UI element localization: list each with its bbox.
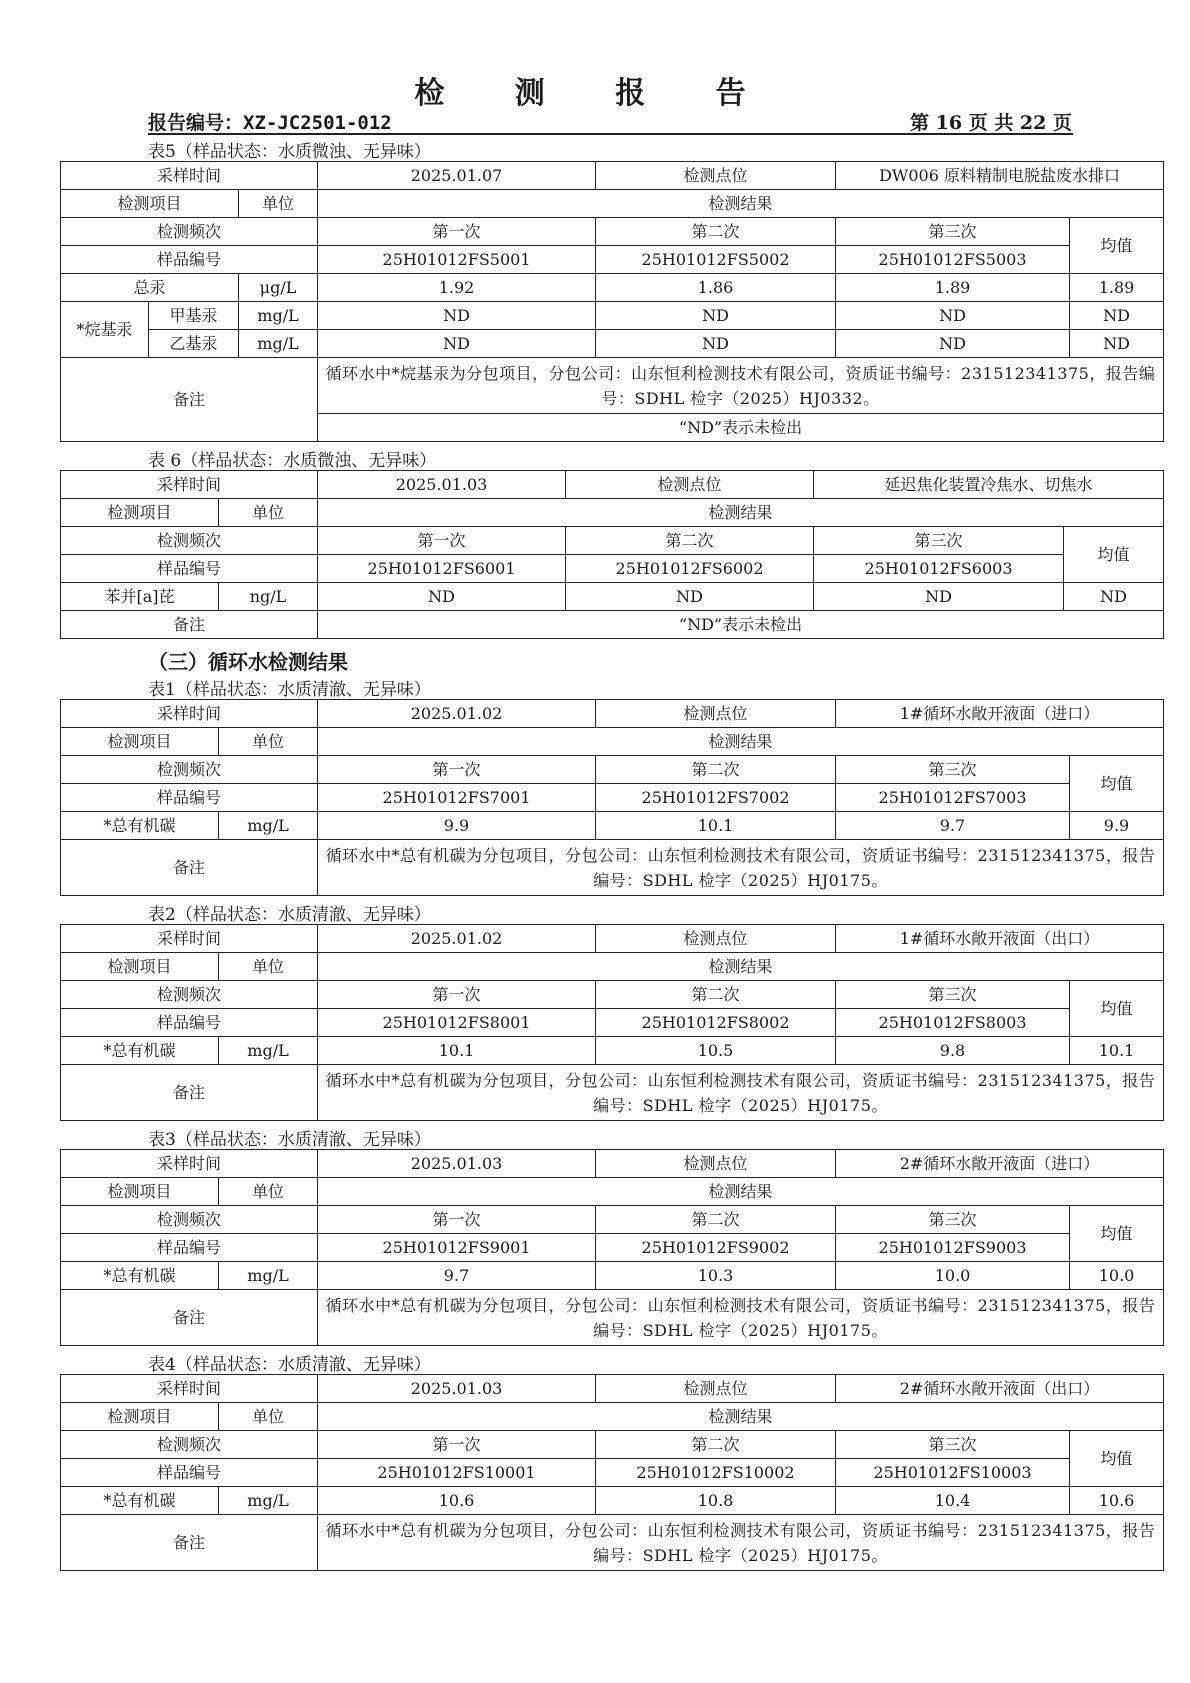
remark-text: 循环水中*总有机碳为分包项目，分包公司：山东恒利检测技术有限公司，资质证书编号：231512341375，报告编号：SDHL 检字（2025）HJ0175。 — [318, 1290, 1164, 1346]
test-point-value: 延迟焦化装置冷焦水、切焦水 — [814, 471, 1164, 499]
freq-third: 第三次 — [814, 527, 1064, 555]
remark-text: 循环水中*烷基汞为分包项目，分包公司：山东恒利检测技术有限公司，资质证书编号：231512341375，报告编号：SDHL 检字（2025）HJ0332。 — [318, 358, 1164, 414]
item-name: *总有机碳 — [61, 1487, 219, 1515]
item-unit: mg/L — [219, 1037, 318, 1065]
test-result-label: 检测结果 — [318, 499, 1164, 527]
value-1: 9.7 — [318, 1262, 596, 1290]
value-average: ND — [1070, 302, 1164, 330]
remark-label: 备注 — [61, 1515, 318, 1571]
freq-third: 第三次 — [836, 1206, 1070, 1234]
frequency-label: 检测频次 — [61, 1206, 318, 1234]
test-point-value: 1#循环水敞开液面（出口） — [836, 925, 1164, 953]
item-name: 总汞 — [61, 274, 239, 302]
circ-table-3 — [60, 1149, 1164, 1346]
sample-no-1: 25H01012FS10001 — [318, 1459, 596, 1487]
sampling-time-label: 采样时间 — [61, 162, 318, 190]
sample-no-1: 25H01012FS7001 — [318, 784, 596, 812]
value-1: 1.92 — [318, 274, 596, 302]
remark-text: 循环水中*总有机碳为分包项目，分包公司：山东恒利检测技术有限公司，资质证书编号：231512341375，报告编号：SDHL 检字（2025）HJ0175。 — [318, 1515, 1164, 1571]
unit-label: 单位 — [219, 1178, 318, 1206]
sampling-time-label: 采样时间 — [61, 1150, 318, 1178]
freq-second: 第二次 — [596, 218, 836, 246]
table5-caption: 表5（样品状态：水质微浊、无异味） — [148, 142, 431, 162]
value-average: 9.9 — [1070, 812, 1164, 840]
item-name: 苯并[a]芘 — [61, 583, 219, 611]
freq-first: 第一次 — [318, 527, 566, 555]
sampling-date: 2025.01.02 — [318, 925, 596, 953]
test-item-label: 检测项目 — [61, 1178, 219, 1206]
test-item-label: 检测项目 — [61, 190, 239, 218]
sample-no-3: 25H01012FS9003 — [836, 1234, 1070, 1262]
remark-label: 备注 — [61, 358, 318, 442]
item-unit: ng/L — [219, 583, 318, 611]
average-label: 均值 — [1064, 527, 1164, 583]
page-info: 第 16 页 共 22 页 — [910, 112, 1072, 134]
test-point-label: 检测点位 — [596, 700, 836, 728]
value-3: 9.8 — [836, 1037, 1070, 1065]
item-unit: mg/L — [219, 1487, 318, 1515]
freq-second: 第二次 — [566, 527, 814, 555]
sample-no-1: 25H01012FS5001 — [318, 246, 596, 274]
test-item-label: 检测项目 — [61, 953, 219, 981]
average-label: 均值 — [1070, 1431, 1164, 1487]
nd-note: “ND”表示未检出 — [318, 611, 1164, 639]
freq-first: 第一次 — [318, 981, 596, 1009]
test-result-label: 检测结果 — [318, 1403, 1164, 1431]
freq-second: 第二次 — [596, 1206, 836, 1234]
table-row — [61, 274, 1164, 302]
sampling-date: 2025.01.02 — [318, 700, 596, 728]
remark-text: 循环水中*总有机碳为分包项目，分包公司：山东恒利检测技术有限公司，资质证书编号：231512341375，报告编号：SDHL 检字（2025）HJ0175。 — [318, 1065, 1164, 1121]
unit-label: 单位 — [219, 499, 318, 527]
table-row — [61, 1037, 1164, 1065]
value-2: 10.3 — [596, 1262, 836, 1290]
circ-table-2 — [60, 924, 1164, 1121]
value-3: 10.4 — [836, 1487, 1070, 1515]
value-2: ND — [596, 302, 836, 330]
item-name: 乙基汞 — [149, 330, 239, 358]
test-point-label: 检测点位 — [566, 471, 814, 499]
sample-no-label: 样品编号 — [61, 555, 318, 583]
remark-text: 循环水中*总有机碳为分包项目，分包公司：山东恒利检测技术有限公司，资质证书编号：231512341375，报告编号：SDHL 检字（2025）HJ0175。 — [318, 840, 1164, 896]
sample-no-2: 25H01012FS8002 — [596, 1009, 836, 1037]
sample-no-2: 25H01012FS5002 — [596, 246, 836, 274]
table-row — [61, 330, 1164, 358]
item-group: *烷基汞 — [61, 302, 149, 358]
sample-no-label: 样品编号 — [61, 1009, 318, 1037]
freq-first: 第一次 — [318, 756, 596, 784]
sample-no-3: 25H01012FS7003 — [836, 784, 1070, 812]
sample-no-3: 25H01012FS5003 — [836, 246, 1070, 274]
report-number: 报告编号：XZ-JC2501-012 — [148, 112, 392, 134]
circ-table-4 — [60, 1374, 1164, 1571]
item-name: *总有机碳 — [61, 1262, 219, 1290]
test-point-value: DW006 原料精制电脱盐废水排口 — [836, 162, 1164, 190]
test-result-label: 检测结果 — [318, 728, 1164, 756]
unit-label: 单位 — [219, 1403, 318, 1431]
table-row — [61, 302, 1164, 330]
freq-third: 第三次 — [836, 981, 1070, 1009]
value-average: 10.0 — [1070, 1262, 1164, 1290]
average-label: 均值 — [1070, 218, 1164, 274]
circ-table-1 — [60, 699, 1164, 896]
unit-label: 单位 — [219, 953, 318, 981]
test-item-label: 检测项目 — [61, 499, 219, 527]
freq-first: 第一次 — [318, 1206, 596, 1234]
value-3: 10.0 — [836, 1262, 1070, 1290]
value-average: 1.89 — [1070, 274, 1164, 302]
item-name: *总有机碳 — [61, 1037, 219, 1065]
test-point-value: 1#循环水敞开液面（进口） — [836, 700, 1164, 728]
sampling-time-label: 采样时间 — [61, 1375, 318, 1403]
sampling-date: 2025.01.03 — [318, 1150, 596, 1178]
test-point-label: 检测点位 — [596, 1375, 836, 1403]
sample-no-2: 25H01012FS10002 — [596, 1459, 836, 1487]
frequency-label: 检测频次 — [61, 527, 318, 555]
value-1: 9.9 — [318, 812, 596, 840]
remark-label: 备注 — [61, 611, 318, 639]
sample-no-2: 25H01012FS7002 — [596, 784, 836, 812]
test-point-value: 2#循环水敞开液面（出口） — [836, 1375, 1164, 1403]
sample-no-label: 样品编号 — [61, 1234, 318, 1262]
value-1: ND — [318, 302, 596, 330]
remark-label: 备注 — [61, 840, 318, 896]
freq-second: 第二次 — [596, 1431, 836, 1459]
item-unit: mg/L — [219, 1262, 318, 1290]
value-average: ND — [1064, 583, 1164, 611]
sampling-time-label: 采样时间 — [61, 471, 318, 499]
sampling-date: 2025.01.03 — [318, 1375, 596, 1403]
value-2: 10.8 — [596, 1487, 836, 1515]
test-point-label: 检测点位 — [596, 1150, 836, 1178]
average-label: 均值 — [1070, 981, 1164, 1037]
value-1: 10.6 — [318, 1487, 596, 1515]
table5 — [60, 161, 1164, 442]
item-unit: mg/L — [219, 812, 318, 840]
freq-third: 第三次 — [836, 1431, 1070, 1459]
item-name: *总有机碳 — [61, 812, 219, 840]
value-2: 10.5 — [596, 1037, 836, 1065]
average-label: 均值 — [1070, 1206, 1164, 1262]
item-unit: mg/L — [239, 302, 318, 330]
value-3: ND — [836, 302, 1070, 330]
sampling-time-label: 采样时间 — [61, 925, 318, 953]
unit-label: 单位 — [239, 190, 318, 218]
value-1: ND — [318, 583, 566, 611]
value-3: 9.7 — [836, 812, 1070, 840]
c1-caption: 表1（样品状态：水质清澈、无异味） — [148, 680, 431, 700]
value-1: 10.1 — [318, 1037, 596, 1065]
value-3: 1.89 — [836, 274, 1070, 302]
freq-third: 第三次 — [836, 218, 1070, 246]
table6 — [60, 470, 1164, 639]
value-2: 1.86 — [596, 274, 836, 302]
value-average: 10.6 — [1070, 1487, 1164, 1515]
test-result-label: 检测结果 — [318, 953, 1164, 981]
test-item-label: 检测项目 — [61, 728, 219, 756]
value-average: ND — [1070, 330, 1164, 358]
average-label: 均值 — [1070, 756, 1164, 812]
table6-caption: 表 6（样品状态：水质微浊、无异味） — [148, 451, 437, 471]
test-point-value: 2#循环水敞开液面（进口） — [836, 1150, 1164, 1178]
table-row — [61, 1487, 1164, 1515]
item-unit: μg/L — [239, 274, 318, 302]
report-title: 检 测 报 告 — [414, 76, 776, 111]
freq-second: 第二次 — [596, 981, 836, 1009]
sample-no-1: 25H01012FS6001 — [318, 555, 566, 583]
value-2: 10.1 — [596, 812, 836, 840]
table-row — [61, 812, 1164, 840]
value-1: ND — [318, 330, 596, 358]
sampling-date: 2025.01.07 — [318, 162, 596, 190]
test-item-label: 检测项目 — [61, 1403, 219, 1431]
remark-label: 备注 — [61, 1065, 318, 1121]
value-2: ND — [596, 330, 836, 358]
sample-no-label: 样品编号 — [61, 1459, 318, 1487]
frequency-label: 检测频次 — [61, 981, 318, 1009]
sample-no-2: 25H01012FS6002 — [566, 555, 814, 583]
freq-first: 第一次 — [318, 1431, 596, 1459]
sample-no-2: 25H01012FS9002 — [596, 1234, 836, 1262]
sampling-time-label: 采样时间 — [61, 700, 318, 728]
c2-caption: 表2（样品状态：水质清澈、无异味） — [148, 905, 431, 925]
header-rule — [148, 133, 1073, 135]
section-heading: （三）循环水检测结果 — [148, 650, 348, 674]
c4-caption: 表4（样品状态：水质清澈、无异味） — [148, 1355, 431, 1375]
test-point-label: 检测点位 — [596, 162, 836, 190]
freq-second: 第二次 — [596, 756, 836, 784]
c3-caption: 表3（样品状态：水质清澈、无异味） — [148, 1130, 431, 1150]
sampling-date: 2025.01.03 — [318, 471, 566, 499]
frequency-label: 检测频次 — [61, 756, 318, 784]
sample-no-1: 25H01012FS8001 — [318, 1009, 596, 1037]
frequency-label: 检测频次 — [61, 1431, 318, 1459]
frequency-label: 检测频次 — [61, 218, 318, 246]
test-point-label: 检测点位 — [596, 925, 836, 953]
freq-first: 第一次 — [318, 218, 596, 246]
value-2: ND — [566, 583, 814, 611]
sample-no-3: 25H01012FS6003 — [814, 555, 1064, 583]
table-row — [61, 1262, 1164, 1290]
freq-third: 第三次 — [836, 756, 1070, 784]
sample-no-label: 样品编号 — [61, 246, 318, 274]
sample-no-3: 25H01012FS10003 — [836, 1459, 1070, 1487]
item-name: 甲基汞 — [149, 302, 239, 330]
sample-no-3: 25H01012FS8003 — [836, 1009, 1070, 1037]
value-3: ND — [814, 583, 1064, 611]
nd-note: “ND”表示未检出 — [318, 414, 1164, 442]
unit-label: 单位 — [219, 728, 318, 756]
remark-label: 备注 — [61, 1290, 318, 1346]
sample-no-1: 25H01012FS9001 — [318, 1234, 596, 1262]
value-average: 10.1 — [1070, 1037, 1164, 1065]
item-unit: mg/L — [239, 330, 318, 358]
test-result-label: 检测结果 — [318, 1178, 1164, 1206]
sample-no-label: 样品编号 — [61, 784, 318, 812]
test-result-label: 检测结果 — [318, 190, 1164, 218]
table-row — [61, 583, 1164, 611]
value-3: ND — [836, 330, 1070, 358]
